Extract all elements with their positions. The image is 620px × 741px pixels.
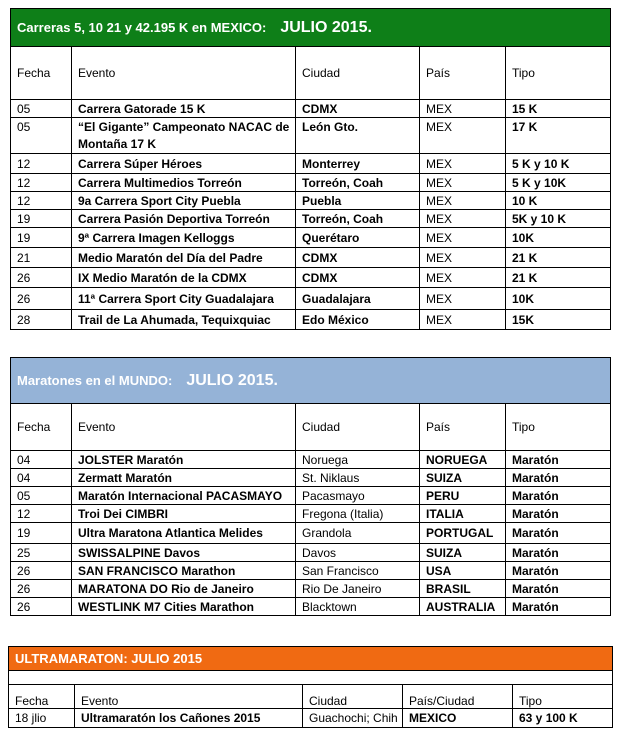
cell-tipo: 5K y 10 K (506, 210, 611, 228)
cell-pais: PERU (420, 487, 506, 505)
cell-pais: SUIZA (420, 544, 506, 562)
cell-ciudad: CDMX (296, 248, 420, 268)
cell-fecha: 12 (11, 505, 72, 523)
cell-tipo: Maratón (506, 598, 611, 616)
cell-pais: MEX (420, 288, 506, 310)
table-row (11, 562, 611, 580)
mexico-races-table (10, 8, 611, 330)
mundo-banner-period: JULIO 2015. (186, 371, 278, 389)
cell-ciudad: Rio De Janeiro (296, 580, 420, 598)
cell-tipo: 5 K y 10 K (506, 154, 611, 174)
cell-pais: MEX (420, 100, 506, 118)
table-row (11, 523, 611, 544)
cell-evento: 9a Carrera Sport City Puebla (72, 192, 296, 210)
cell-evento: Medio Maratón del Día del Padre (72, 248, 296, 268)
cell-ciudad: San Francisco (296, 562, 420, 580)
table-row (11, 505, 611, 523)
table-row (11, 268, 611, 288)
header-fecha: Fecha (11, 47, 72, 100)
header-fecha: Fecha (9, 685, 75, 709)
cell-fecha: 18 jlio (9, 709, 75, 728)
cell-pais: MEX (420, 248, 506, 268)
cell-tipo: 10K (506, 228, 611, 248)
cell-tipo: Maratón (506, 580, 611, 598)
cell-evento: MARATONA DO Rio de Janeiro (72, 580, 296, 598)
cell-ciudad: St. Niklaus (296, 469, 420, 487)
header-pais: País (420, 404, 506, 451)
table-row (11, 228, 611, 248)
cell-pais: MEX (420, 268, 506, 288)
header-tipo: Tipo (513, 685, 613, 709)
table-row (11, 288, 611, 310)
cell-tipo: Maratón (506, 451, 611, 469)
cell-fecha: 05 (11, 100, 72, 118)
mexico-header-row (11, 47, 611, 100)
cell-evento: SAN FRANCISCO Marathon (72, 562, 296, 580)
cell-ciudad: Guachochi; Chih (303, 709, 403, 728)
mexico-banner-period: JULIO 2015. (280, 18, 372, 36)
cell-ciudad: Blacktown (296, 598, 420, 616)
cell-evento: Ultramaratón los Cañones 2015 (75, 709, 303, 728)
mundo-header-row (11, 404, 611, 451)
cell-pais: SUIZA (420, 469, 506, 487)
table-row (11, 210, 611, 228)
cell-tipo: 10 K (506, 192, 611, 210)
cell-pais: BRASIL (420, 580, 506, 598)
table-row (11, 248, 611, 268)
ultra-spacer-row (9, 671, 613, 685)
header-ciudad: Ciudad (296, 404, 420, 451)
cell-pais: MEX (420, 174, 506, 192)
cell-ciudad: Edo México (296, 310, 420, 330)
cell-ciudad: CDMX (296, 100, 420, 118)
cell-evento: SWISSALPINE Davos (72, 544, 296, 562)
table-row (11, 544, 611, 562)
cell-ciudad: CDMX (296, 268, 420, 288)
cell-pais: PORTUGAL (420, 523, 506, 544)
cell-tipo: Maratón (506, 523, 611, 544)
cell-ciudad: Torreón, Coah (296, 174, 420, 192)
cell-evento: Troi Dei CIMBRI (72, 505, 296, 523)
cell-evento: “El Gigante” Campeonato NACAC de Montaña 17 K (72, 118, 296, 154)
cell-evento: Carrera Súper Héroes (72, 154, 296, 174)
header-pais-ciudad: País/Ciudad (403, 685, 513, 709)
cell-evento: Zermatt Maratón (72, 469, 296, 487)
table-row (11, 118, 611, 154)
header-fecha: Fecha (11, 404, 72, 451)
cell-fecha: 25 (11, 544, 72, 562)
ultra-banner-title: ULTRAMARATON: JULIO 2015 (9, 647, 613, 671)
table-row (11, 100, 611, 118)
cell-evento: Maratón Internacional PACASMAYO (72, 487, 296, 505)
cell-ciudad: Noruega (296, 451, 420, 469)
cell-tipo: Maratón (506, 562, 611, 580)
mundo-banner (11, 358, 611, 404)
header-evento: Evento (72, 47, 296, 100)
cell-tipo: Maratón (506, 487, 611, 505)
cell-evento: 9ª Carrera Imagen Kelloggs (72, 228, 296, 248)
cell-tipo: 63 y 100 K (513, 709, 613, 728)
cell-fecha: 21 (11, 248, 72, 268)
cell-fecha: 19 (11, 523, 72, 544)
cell-fecha: 12 (11, 154, 72, 174)
cell-pais: MEX (420, 192, 506, 210)
cell-tipo: 15 K (506, 100, 611, 118)
cell-evento: Carrera Pasión Deportiva Torreón (72, 210, 296, 228)
cell-fecha: 04 (11, 469, 72, 487)
cell-pais: NORUEGA (420, 451, 506, 469)
mexico-banner-title: Carreras 5, 10 21 y 42.195 K en MEXICO: (17, 19, 267, 35)
cell-tipo: 15K (506, 310, 611, 330)
mundo-banner-title: Maratones en el MUNDO: (17, 372, 173, 388)
cell-ciudad: Puebla (296, 192, 420, 210)
cell-fecha: 19 (11, 210, 72, 228)
cell-evento: Carrera Multimedios Torreón (72, 174, 296, 192)
cell-fecha: 19 (11, 228, 72, 248)
cell-evento: JOLSTER Maratón (72, 451, 296, 469)
cell-pais: MEXICO (403, 709, 513, 728)
cell-evento: WESTLINK M7 Cities Marathon (72, 598, 296, 616)
cell-fecha: 12 (11, 174, 72, 192)
cell-evento: 11ª Carrera Sport City Guadalajara (72, 288, 296, 310)
cell-ciudad: León Gto. (296, 118, 420, 154)
cell-evento: Carrera Gatorade 15 K (72, 100, 296, 118)
cell-tipo: 21 K (506, 268, 611, 288)
cell-tipo: Maratón (506, 544, 611, 562)
header-evento: Evento (72, 404, 296, 451)
cell-pais: ITALIA (420, 505, 506, 523)
cell-ciudad: Torreón, Coah (296, 210, 420, 228)
cell-fecha: 12 (11, 192, 72, 210)
header-pais: País (420, 47, 506, 100)
cell-pais: MEX (420, 210, 506, 228)
header-ciudad: Ciudad (296, 47, 420, 100)
cell-pais: USA (420, 562, 506, 580)
table-row (11, 598, 611, 616)
cell-ciudad: Fregona (Italia) (296, 505, 420, 523)
cell-ciudad: Monterrey (296, 154, 420, 174)
world-marathons-table (10, 357, 611, 616)
cell-fecha: 05 (11, 487, 72, 505)
cell-tipo: 10K (506, 288, 611, 310)
cell-ciudad: Davos (296, 544, 420, 562)
table-row (11, 469, 611, 487)
table-row (11, 154, 611, 174)
cell-evento: Trail de La Ahumada, Tequixquiac (72, 310, 296, 330)
table-row (11, 174, 611, 192)
cell-fecha: 04 (11, 451, 72, 469)
mexico-banner (11, 9, 611, 47)
table-row (11, 451, 611, 469)
cell-evento: IX Medio Maratón de la CDMX (72, 268, 296, 288)
cell-fecha: 26 (11, 562, 72, 580)
table-row (11, 487, 611, 505)
cell-pais: MEX (420, 310, 506, 330)
header-tipo: Tipo (506, 404, 611, 451)
header-evento: Evento (75, 685, 303, 709)
cell-pais: MEX (420, 154, 506, 174)
cell-pais: AUSTRALIA (420, 598, 506, 616)
cell-ciudad: Guadalajara (296, 288, 420, 310)
ultra-header-row (9, 685, 613, 709)
cell-ciudad: Pacasmayo (296, 487, 420, 505)
cell-ciudad: Querétaro (296, 228, 420, 248)
cell-fecha: 26 (11, 288, 72, 310)
cell-fecha: 26 (11, 268, 72, 288)
table-row (11, 310, 611, 330)
cell-tipo: Maratón (506, 469, 611, 487)
table-row (11, 580, 611, 598)
cell-fecha: 26 (11, 598, 72, 616)
header-ciudad: Ciudad (303, 685, 403, 709)
ultra-banner (9, 647, 613, 671)
cell-fecha: 28 (11, 310, 72, 330)
cell-fecha: 26 (11, 580, 72, 598)
ultramarathon-table (8, 646, 613, 728)
cell-tipo: 21 K (506, 248, 611, 268)
table-row (9, 709, 613, 728)
cell-evento: Ultra Maratona Atlantica Melides (72, 523, 296, 544)
cell-fecha: 05 (11, 118, 72, 154)
cell-tipo: Maratón (506, 505, 611, 523)
cell-pais: MEX (420, 118, 506, 154)
cell-tipo: 5 K y 10K (506, 174, 611, 192)
table-row (11, 192, 611, 210)
cell-ciudad: Grandola (296, 523, 420, 544)
cell-pais: MEX (420, 228, 506, 248)
cell-tipo: 17 K (506, 118, 611, 154)
header-tipo: Tipo (506, 47, 611, 100)
